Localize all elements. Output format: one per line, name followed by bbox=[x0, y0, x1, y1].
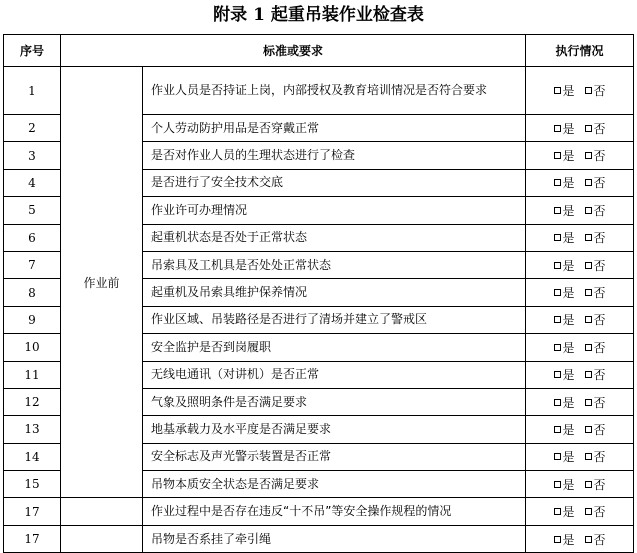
no-label: 否 bbox=[593, 505, 606, 520]
status-cell bbox=[526, 224, 634, 251]
no-option[interactable] bbox=[585, 478, 606, 492]
requirement-text: 作业许可办理情况 bbox=[143, 197, 526, 224]
no-label: 否 bbox=[593, 340, 606, 355]
no-label: 否 bbox=[593, 313, 606, 328]
yes-label: 是 bbox=[562, 176, 575, 191]
status-cell bbox=[526, 388, 634, 415]
no-checkbox[interactable] bbox=[585, 426, 592, 433]
row-number: 5 bbox=[4, 197, 61, 224]
table-row bbox=[4, 67, 634, 115]
yes-checkbox[interactable] bbox=[554, 453, 561, 460]
yes-label: 是 bbox=[562, 368, 575, 383]
yes-option[interactable] bbox=[554, 505, 575, 519]
requirement-text: 气象及照明条件是否满足要求 bbox=[143, 388, 526, 415]
status-cell bbox=[526, 115, 634, 142]
requirement-text: 是否进行了安全技术交底 bbox=[143, 169, 526, 196]
no-option[interactable] bbox=[585, 341, 606, 355]
requirement-text: 作业过程中是否存在违反“十不吊”等安全操作规程的情况 bbox=[143, 498, 526, 525]
yes-option[interactable] bbox=[554, 423, 575, 437]
table-header-row bbox=[4, 35, 634, 67]
status-cell bbox=[526, 142, 634, 169]
page-title: 附录 1 起重吊装作业检查表 bbox=[213, 5, 424, 25]
no-checkbox[interactable] bbox=[585, 234, 592, 241]
no-checkbox[interactable] bbox=[585, 262, 592, 269]
no-option[interactable] bbox=[585, 313, 606, 327]
row-number: 11 bbox=[4, 361, 61, 388]
no-label: 否 bbox=[593, 176, 606, 191]
yes-checkbox[interactable] bbox=[554, 207, 561, 214]
no-label: 否 bbox=[593, 450, 606, 465]
row-number: 13 bbox=[4, 416, 61, 443]
requirement-text: 个人劳动防护用品是否穿戴正常 bbox=[143, 115, 526, 142]
row-number: 4 bbox=[4, 169, 61, 196]
yes-option[interactable] bbox=[554, 259, 575, 273]
no-label: 否 bbox=[593, 258, 606, 273]
yes-checkbox[interactable] bbox=[554, 508, 561, 515]
row-number: 6 bbox=[4, 224, 61, 251]
no-checkbox[interactable] bbox=[585, 481, 592, 488]
yes-checkbox[interactable] bbox=[554, 87, 561, 94]
status-cell bbox=[526, 169, 634, 196]
no-label: 否 bbox=[593, 84, 606, 98]
yes-option[interactable] bbox=[554, 149, 575, 163]
no-label: 否 bbox=[593, 422, 606, 437]
yes-checkbox[interactable] bbox=[554, 289, 561, 296]
yes-option[interactable] bbox=[554, 341, 575, 355]
no-option[interactable] bbox=[585, 368, 606, 382]
yes-checkbox[interactable] bbox=[554, 426, 561, 433]
no-checkbox[interactable] bbox=[585, 371, 592, 378]
no-option[interactable] bbox=[585, 505, 606, 519]
no-label: 否 bbox=[593, 149, 606, 164]
yes-option[interactable] bbox=[554, 533, 575, 547]
yes-label: 是 bbox=[562, 477, 575, 492]
yes-option[interactable] bbox=[554, 176, 575, 190]
yes-option[interactable] bbox=[554, 313, 575, 327]
yes-option[interactable] bbox=[554, 396, 575, 410]
row-number: 15 bbox=[4, 471, 61, 498]
status-cell bbox=[526, 498, 634, 525]
requirement-text: 地基承载力及水平度是否满足要求 bbox=[143, 416, 526, 443]
requirement-text: 作业人员是否持证上岗，内部授权及教育培训情况是否符合要求 bbox=[143, 67, 526, 115]
row-number: 9 bbox=[4, 306, 61, 333]
yes-option[interactable] bbox=[554, 204, 575, 218]
no-checkbox[interactable] bbox=[585, 508, 592, 515]
yes-label: 是 bbox=[562, 422, 575, 437]
requirement-text: 吊物本质安全状态是否满足要求 bbox=[143, 471, 526, 498]
requirement-text: 安全标志及声光警示装置是否正常 bbox=[143, 443, 526, 470]
yes-label: 是 bbox=[562, 505, 575, 520]
status-cell bbox=[526, 67, 634, 115]
status-cell bbox=[526, 197, 634, 224]
no-option[interactable] bbox=[585, 259, 606, 273]
yes-label: 是 bbox=[562, 450, 575, 465]
no-label: 否 bbox=[593, 395, 606, 410]
yes-checkbox[interactable] bbox=[554, 399, 561, 406]
yes-checkbox[interactable] bbox=[554, 371, 561, 378]
status-cell bbox=[526, 251, 634, 278]
no-option[interactable] bbox=[585, 204, 606, 218]
status-cell bbox=[526, 279, 634, 306]
no-label: 否 bbox=[593, 368, 606, 383]
no-label: 否 bbox=[593, 532, 606, 547]
yes-checkbox[interactable] bbox=[554, 152, 561, 159]
no-label: 否 bbox=[593, 121, 606, 136]
header-status: 执行情况 bbox=[526, 35, 634, 67]
yes-option[interactable] bbox=[554, 286, 575, 300]
yes-label: 是 bbox=[562, 149, 575, 164]
row-number: 17 bbox=[4, 498, 61, 525]
no-checkbox[interactable] bbox=[585, 87, 592, 94]
no-option[interactable] bbox=[585, 149, 606, 163]
status-cell bbox=[526, 525, 634, 552]
yes-option[interactable] bbox=[554, 450, 575, 464]
yes-checkbox[interactable] bbox=[554, 234, 561, 241]
no-option[interactable] bbox=[585, 176, 606, 190]
no-label: 否 bbox=[593, 203, 606, 218]
yes-checkbox[interactable] bbox=[554, 481, 561, 488]
yes-option[interactable] bbox=[554, 478, 575, 492]
yes-label: 是 bbox=[562, 286, 575, 301]
no-checkbox[interactable] bbox=[585, 207, 592, 214]
no-option[interactable] bbox=[585, 84, 606, 98]
yes-label: 是 bbox=[562, 395, 575, 410]
yes-label: 是 bbox=[562, 84, 575, 98]
row-number: 17 bbox=[4, 525, 61, 552]
no-checkbox[interactable] bbox=[585, 289, 592, 296]
no-option[interactable] bbox=[585, 396, 606, 410]
requirement-text: 是否对作业人员的生理状态进行了检查 bbox=[143, 142, 526, 169]
requirement-text: 无线电通讯（对讲机）是否正常 bbox=[143, 361, 526, 388]
no-label: 否 bbox=[593, 477, 606, 492]
yes-checkbox[interactable] bbox=[554, 125, 561, 132]
yes-label: 是 bbox=[562, 231, 575, 246]
yes-checkbox[interactable] bbox=[554, 262, 561, 269]
yes-option[interactable] bbox=[554, 84, 575, 98]
requirement-text: 吊物是否系挂了牵引绳 bbox=[143, 525, 526, 552]
header-no: 序号 bbox=[4, 35, 61, 67]
status-cell bbox=[526, 471, 634, 498]
yes-label: 是 bbox=[562, 258, 575, 273]
yes-checkbox[interactable] bbox=[554, 316, 561, 323]
yes-option[interactable] bbox=[554, 122, 575, 136]
row-number: 14 bbox=[4, 443, 61, 470]
yes-label: 是 bbox=[562, 532, 575, 547]
no-option[interactable] bbox=[585, 286, 606, 300]
no-checkbox[interactable] bbox=[585, 344, 592, 351]
row-number: 8 bbox=[4, 279, 61, 306]
requirement-text: 吊索具及工机具是否处处正常状态 bbox=[143, 251, 526, 278]
no-option[interactable] bbox=[585, 450, 606, 464]
no-checkbox[interactable] bbox=[585, 179, 592, 186]
no-checkbox[interactable] bbox=[585, 125, 592, 132]
no-checkbox[interactable] bbox=[585, 152, 592, 159]
row-number: 1 bbox=[4, 67, 61, 115]
requirement-text: 起重机状态是否处于正常状态 bbox=[143, 224, 526, 251]
requirement-text: 安全监护是否到岗履职 bbox=[143, 334, 526, 361]
yes-option[interactable] bbox=[554, 368, 575, 382]
status-cell bbox=[526, 443, 634, 470]
yes-checkbox[interactable] bbox=[554, 179, 561, 186]
no-checkbox[interactable] bbox=[585, 399, 592, 406]
no-label: 否 bbox=[593, 286, 606, 301]
yes-option[interactable] bbox=[554, 231, 575, 245]
table-row bbox=[4, 525, 634, 552]
stage-cell-empty bbox=[61, 525, 143, 552]
requirement-text: 作业区域、吊装路径是否进行了清场并建立了警戒区 bbox=[143, 306, 526, 333]
no-option[interactable] bbox=[585, 423, 606, 437]
yes-label: 是 bbox=[562, 313, 575, 328]
no-option[interactable] bbox=[585, 231, 606, 245]
no-checkbox[interactable] bbox=[585, 316, 592, 323]
yes-checkbox[interactable] bbox=[554, 344, 561, 351]
row-number: 3 bbox=[4, 142, 61, 169]
stage-label: 作业前 bbox=[61, 67, 143, 498]
header-requirement: 标准或要求 bbox=[61, 35, 526, 67]
no-label: 否 bbox=[593, 231, 606, 246]
status-cell bbox=[526, 361, 634, 388]
inspection-table bbox=[3, 34, 634, 553]
yes-label: 是 bbox=[562, 203, 575, 218]
yes-label: 是 bbox=[562, 121, 575, 136]
row-number: 10 bbox=[4, 334, 61, 361]
row-number: 7 bbox=[4, 251, 61, 278]
stage-cell-empty bbox=[61, 498, 143, 525]
no-option[interactable] bbox=[585, 122, 606, 136]
table-row bbox=[4, 498, 634, 525]
row-number: 2 bbox=[4, 115, 61, 142]
no-option[interactable] bbox=[585, 533, 606, 547]
status-cell bbox=[526, 306, 634, 333]
row-number: 12 bbox=[4, 388, 61, 415]
no-checkbox[interactable] bbox=[585, 453, 592, 460]
status-cell bbox=[526, 416, 634, 443]
yes-label: 是 bbox=[562, 340, 575, 355]
requirement-text: 起重机及吊索具维护保养情况 bbox=[143, 279, 526, 306]
status-cell bbox=[526, 334, 634, 361]
yes-checkbox[interactable] bbox=[554, 536, 561, 543]
no-checkbox[interactable] bbox=[585, 536, 592, 543]
